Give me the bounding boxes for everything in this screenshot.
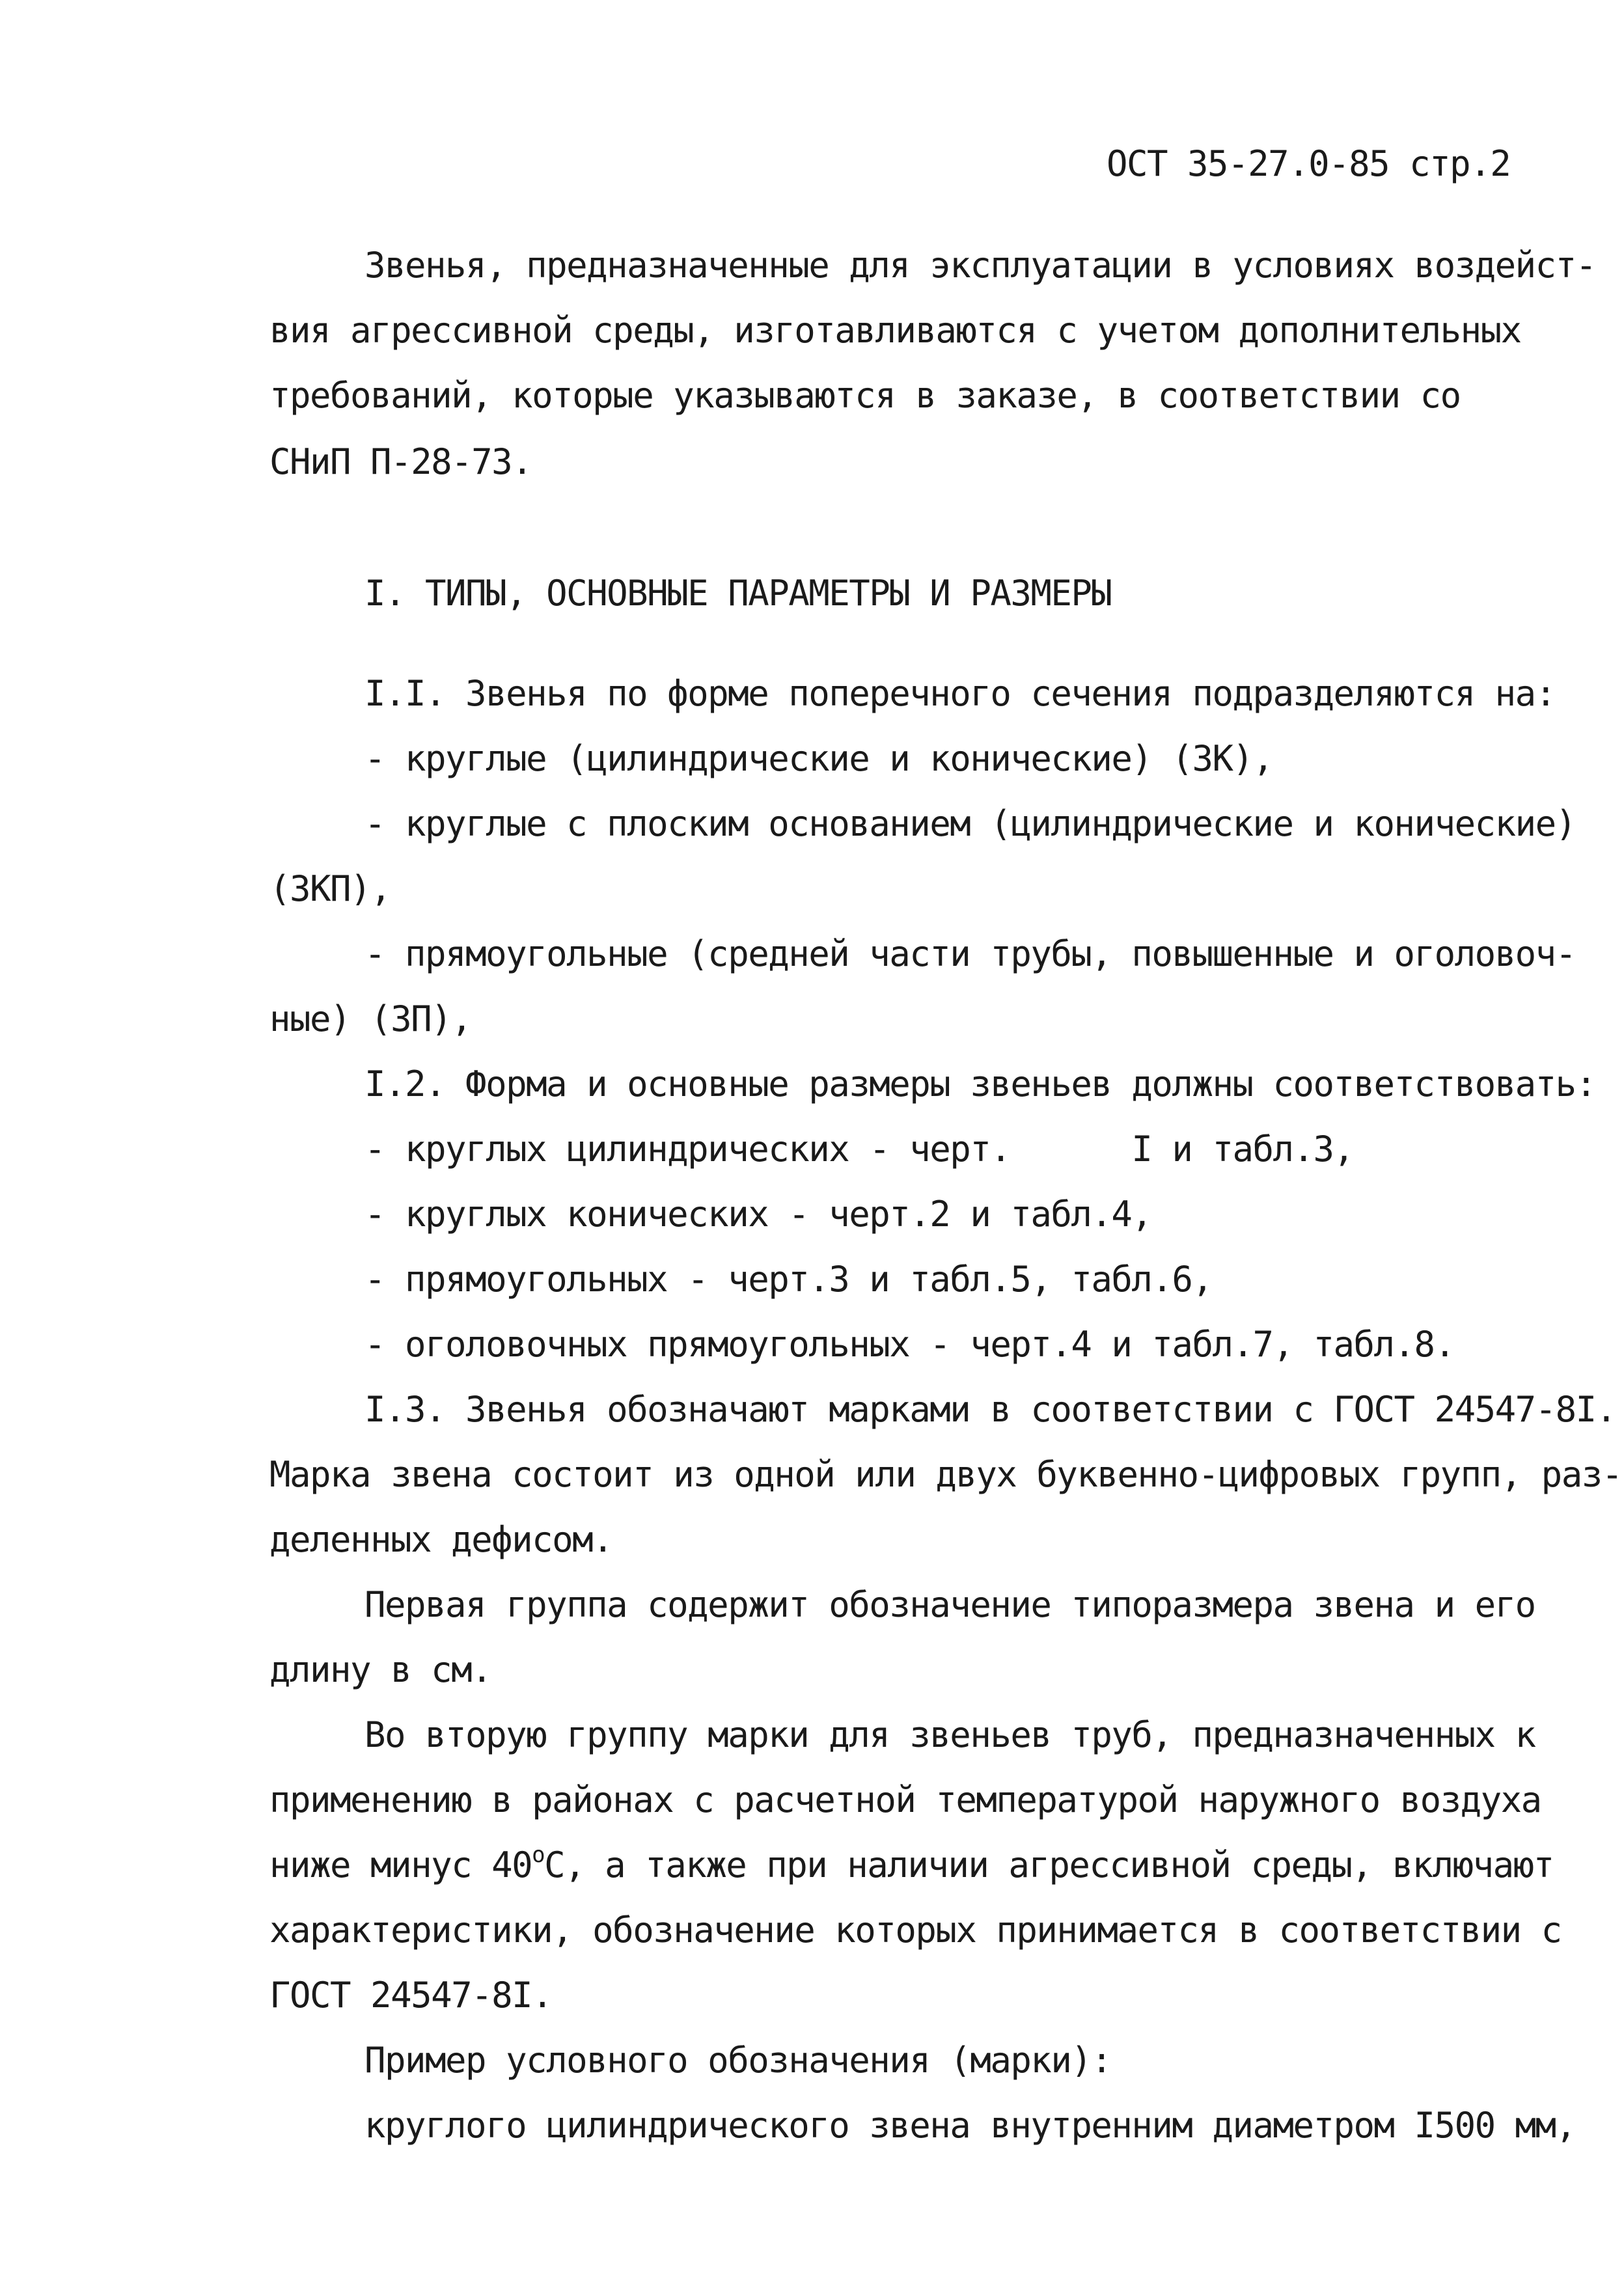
paragraph-second-group-line-3 — [269, 1842, 1554, 1885]
clause-1-1-item-1: - круглые (цилиндрические и конические) (ЗК), — [365, 738, 1273, 779]
intro-line-4: СНиП П-28-73. — [269, 441, 532, 482]
paragraph-second-group-line-5: ГОСТ 24547-8I. — [269, 1975, 553, 2016]
example-heading: Пример условного обозначения (марки): — [365, 2040, 1112, 2081]
clause-1-1-item-3-cont: ные) (ЗП), — [269, 998, 472, 1039]
clause-1-1-item-2-cont: (ЗКП), — [269, 868, 391, 909]
clause-1-1-item-3: - прямоугольные (средней части трубы, повышенные и оголовоч- — [365, 933, 1576, 974]
clause-1-2: I.2. Форма и основные размеры звеньев должны соответствовать: — [365, 1063, 1596, 1104]
document-reference-header: ОСТ 35-27.0-85 стр.2 — [1107, 143, 1511, 184]
clause-1-1: I.I. Звенья по форме поперечного сечения подразделяются на: — [365, 673, 1556, 714]
temperature-prefix: ниже минус 40 — [269, 1844, 532, 1885]
clause-1-3-line-1: I.3. Звенья обозначают марками в соответствии с ГОСТ 24547-8I. — [365, 1389, 1616, 1430]
paragraph-second-group-line-2: применению в районах с расчетной температурой наружного воздуха — [269, 1779, 1541, 1820]
paragraph-second-group-line-1: Во вторую группу марки для звеньев труб, предназначенных к — [365, 1714, 1535, 1755]
clause-1-3-line-2: Марка звена состоит из одной или двух буквенно-цифровых групп, раз- — [269, 1454, 1622, 1495]
paragraph-first-group-line-2: длину в см. — [269, 1649, 492, 1690]
intro-line-1: Звенья, предназначенные для эксплуатации в условиях воздейст- — [365, 245, 1596, 286]
degree-superscript: о — [532, 1842, 545, 1868]
clause-1-3-line-3: деленных дефисом. — [269, 1519, 613, 1560]
clause-1-2-item-1: - круглых цилиндрических - черт. I и табл.3, — [365, 1129, 1354, 1170]
clause-1-2-item-3: - прямоугольных - черт.3 и табл.5, табл.6, — [365, 1259, 1213, 1300]
clause-1-2-item-2: - круглых конических - черт.2 и табл.4, — [365, 1194, 1152, 1235]
intro-line-2: вия агрессивной среды, изготавливаются с учетом дополнительных — [269, 310, 1521, 351]
paragraph-second-group-line-4: характеристики, обозначение которых принимается в соответствии с — [269, 1910, 1562, 1951]
temperature-suffix: С, а также при наличии агрессивной среды, включают — [544, 1844, 1554, 1885]
intro-line-3: требований, которые указываются в заказе, в соответствии со — [269, 375, 1461, 416]
clause-1-2-item-4: - оголовочных прямоугольных - черт.4 и табл.7, табл.8. — [365, 1324, 1455, 1365]
clause-1-1-item-2: - круглые с плоским основанием (цилиндрические и конические) — [365, 803, 1576, 844]
section-title: I. ТИПЫ, ОСНОВНЫЕ ПАРАМЕТРЫ И РАЗМЕРЫ — [365, 573, 1112, 614]
paragraph-first-group-line-1: Первая группа содержит обозначение типоразмера звена и его — [365, 1584, 1535, 1625]
example-line-1: круглого цилиндрического звена внутренним диаметром I500 мм, — [365, 2105, 1576, 2146]
